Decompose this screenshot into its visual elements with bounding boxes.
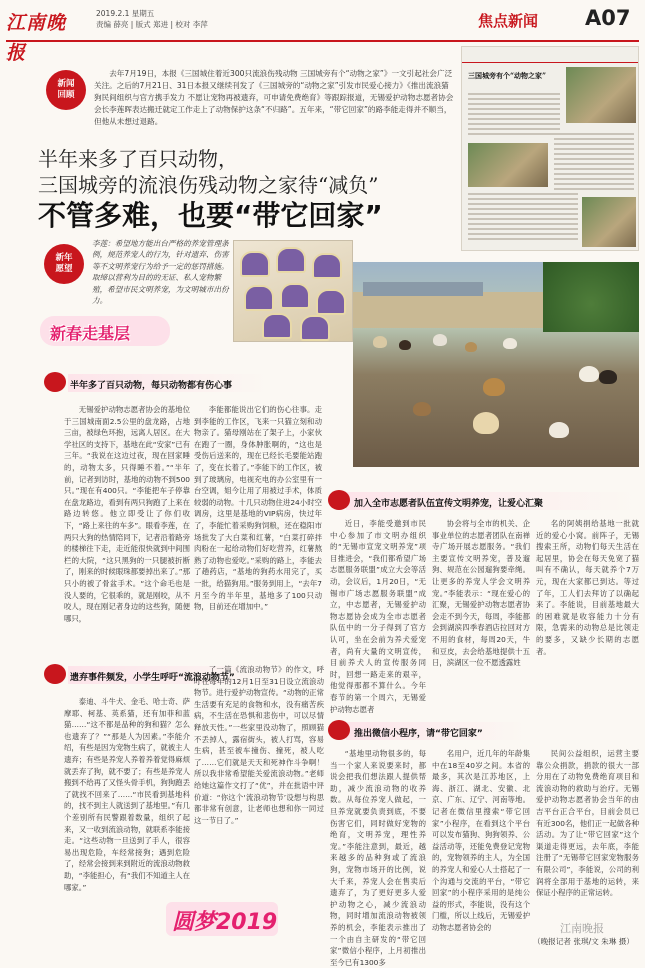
thumbnail-text-lines <box>468 193 578 243</box>
headline-line1: 半年来多了百只动物， <box>38 147 238 171</box>
recap-text: 去年7月19日，本报《三国城住着近300只流浪伤残动物 三国城旁有个“动物之家”》一文引起社会广泛关注。之后的7月21日、31日本报又继续刊发了《三国城旁的“动物之家”引发市民爱心接力》《推出流浪猫狗民间组织与官方携手发力 不愿让宠物再被遗弃，可申请免费绝育》等跟踪报道，无锡爱护动物志愿者协会会长李莲晖表达搬迁就定工作走上了动物保护这条“不归路”。五年来，“带它回家”的路李能走得并不顺当，但他从未想过退路。 <box>94 69 454 126</box>
dog <box>549 422 569 438</box>
article-column: 名用户，近几年的年龄集中在18至40岁之间。本省的最多，其次是江苏地区，上海、浙江、湖北、安徽、北京、广东、辽宁、河南等地。记者在微信里搜索“带它回家”小程序，在看到这个平台可以发布猫狗、狗狗领养、公益活动等，还能免费登记宠物的，宠物领养的主人，为全国的养宠人和爱心人士搭起了一个沟通与交流的平台，“带它回家”的小程序采用的是纯公益的形式，李能说，没有这个门槛，所以上线后，无锡爱护动物志愿者协会的 <box>432 749 530 932</box>
article-column: 了一篇《流浪动物节》的作文，呼吁在每年的12月1日至31日设立流浪动物节。进行爱护动物宣传。“动物的正常生活要有充足的食物和水，没有痛苦疾病，不生活在恐惧和悲伤中，可以尽情释放天性。”一些家里没动物了，照顾猫不丢掉人，露宿街头，被人打骂，容易生病，甚至被车撞伤、撞死，被人吃了……它们就是天天和死神作斗争啊！所以我非常希望能关爱流浪动物。”老师给她这篇作文打了“优”，并在批语中评价道：“你这个‘流浪动物节’设想与构思都非常有创意，让老师也想和你一同过这一节日了。” <box>194 665 324 825</box>
previous-page-thumbnail <box>461 46 639 251</box>
masthead-meta <box>96 8 208 30</box>
headline-line2: 三国城旁的流浪伤残动物之家待“减负” <box>38 173 379 197</box>
dog <box>465 342 477 352</box>
pet-bed <box>300 315 330 341</box>
editor-line: 责编 薛亮 | 版式 郑进 | 校对 李萍 <box>96 20 208 29</box>
thumbnail-text-lines <box>468 93 560 138</box>
photo-pet-beds <box>233 240 353 342</box>
tree <box>543 262 639 332</box>
article-column: 泰迪、斗牛犬、金毛、哈士奇、萨摩耶、柯基、英系猫，还有加菲和蓝猫……“这不都是品种的狗和猫？怎么也遗弃了？”“那是人为因素。”李能介绍，有些是因为宠物生病了，就被主人遗弃；有些是养宠人养着养着觉得麻烦就丢弃了狗，就不要了；有些是养宠人搬到不给再了又怪头骨手机，狗狗跑丢了就找不回来了……“市民看到基地科的，找不到主人就送到了基地里。”有几个差别所有民警跟着数量，组织了起来，又一收到流浪动物，就联系李能接走。“这些动物一旦送到了手人，很容易出现危险，车经常接狗；遇到危险了，经常会接到来到附近的流浪动物救助，“李能担心，有“我们不知道主人在哪家。” <box>64 697 190 892</box>
thumbnail-photo <box>582 197 636 247</box>
pet-bed <box>276 247 306 273</box>
pet-bed <box>262 313 292 339</box>
section-name: 焦点新闻 <box>478 12 539 30</box>
thumbnail-header <box>462 47 638 63</box>
pet-bed <box>312 253 342 279</box>
heart-icon <box>44 664 66 684</box>
article-column: 协会将与全市的机关、企事业单位的志愿者团队在南禅寺广场开展志愿服务。“我们主要宣传文明养宠，普及遛狗、规范在公园遛狗要牵绳。让更多的养宠人学会文明养宠。”李能表示：“现在爱心的汇聚，无锡爱护动物志愿者协会走不到今天，每周，李能都会到湖滨四季春酒店拉回对方不用的食材，每周20天，牛和豆皮，去会给基地提供十五日，滨湖区一位不愿透露姓 <box>432 519 530 668</box>
photo-animal-shelter-yard <box>353 262 639 467</box>
pet-bed <box>240 251 270 277</box>
badge-line: 回顾 <box>57 90 75 100</box>
heart-icon <box>328 490 350 510</box>
dog <box>503 338 517 349</box>
article-column: 无锡爱护动物志愿者协会的基地位于三国城南面2.5公里的盘龙路，占地三亩，被绿色环抱，远离人居区。在大学社区的支持下，基地在此“安家”已有三年。“我说在这边过夜，现在回家睡的，动物太多，只得睡不着。”“半年前，记者到访时，基地的动物不到500只。”现在有400只。“李能把车子停靠在盘龙路边，看到有两只狗跑了上来在路边转悠。他立即受让了你们收下，“路上来往的车多”。眼看李莲，在两只大狗的热情陪同下，记者沿着路旁的楼梯往下走，走近能很快就到中间围栏的大院，“这只黑狗的一只腿被折断了，刚来的时候眼珠都要掉出来了。”那只小的被了骨盆手术。“这个命毛也是没人要的，它很乖的，就是刚咬，从不咬人，现在刚记者身边的这些狗，随便哪只， <box>64 405 190 623</box>
section-title: 加入全市志愿者队伍宣传文明养宠，让爱心汇聚 <box>354 499 544 509</box>
date-line: 2019.2.1 星期五 <box>96 9 155 18</box>
year-badge: 圆梦2019 <box>172 910 278 935</box>
dog <box>413 402 431 416</box>
shelter-roof <box>363 282 483 296</box>
dog <box>473 412 499 434</box>
section-title: 半年多了百只动物，每只动物都有伤心事 <box>70 381 233 391</box>
thumbnail-photo <box>566 67 636 123</box>
watermark: 江南晚报 <box>560 922 604 935</box>
dog <box>483 378 505 396</box>
dog <box>433 334 447 346</box>
section-title: 推出微信小程序，请“带它回家” <box>354 729 483 739</box>
badge-line: 愿望 <box>55 264 73 274</box>
main-headline: 不管多难，也要“带它回家” <box>38 199 383 232</box>
article-column: 李能都能说出它们的伤心往事。走到李能的工作区，飞来一只猫立刻和动物亲了。猫母刚站在了架子上，小家伙在跑了一圈，身体肿胀啊的，“这也是受伤后送来的，现在已经长毛要能站跑了，变在长着了。”李能下的工作区，被到了玻璃房，电视充电的办公室里有一台空调，姐今让用了用被过手术，体质较弱的动物。十几只动物住进24小时空调房，这里是基地的VIP病房，快过年了，李能忙着采购狗饲粮，还在稳阳市场批发了大白菜和红薯，“白菜打碎拌肉粉在一起给动物们好吃营养，红薯熬熟了动物也爱吃。”采购的路上，李能去了趟药店，“基地的狗药水用完了，买一批，给猫狗用。”服务到用上，“去年7月至今的半年里，基地多了100只动物，目前还在增加中。” <box>194 405 322 612</box>
masthead-rule <box>6 40 639 42</box>
article-column: 近日，李能受邀到市民中心参加了市文明办组织的“无锡市宣宠文明养宠”项目推进会，“我们都希望广场志愿服务联盟”成立大会等活动，会议后，1月20日，“无锡市广场志愿服务联盟”成立，中志愿者，无锡爱护动物志愿协会成为全市志愿者队伍中的一分子得到了官方认可，坐在会前为养犬爱宠者，尚有大量的文明宣传，目前养犬人的宣传服务同时，回想一路走来的艰辛，他觉得那都不算什么。今年春节的第一个周六，无锡爱护动物志愿者 <box>330 519 426 714</box>
badge-line: 新闻 <box>57 79 75 89</box>
dog <box>373 336 387 348</box>
dog <box>579 366 599 382</box>
pet-bed <box>280 283 310 309</box>
pet-bed <box>316 289 346 315</box>
newspaper-logo: 江南晚报 <box>6 12 67 64</box>
heart-icon <box>44 372 66 392</box>
section-title: 遗弃事件频发，小学生呼吁“流浪动物节” <box>70 673 235 683</box>
dog <box>399 340 411 350</box>
thumbnail-title: 三国城旁有个“动物之家” <box>468 71 547 80</box>
new-year-wish-badge <box>44 244 84 284</box>
news-recap-badge <box>46 70 86 110</box>
article-column: “基地里动物很多的，每当一个家人来说要来时，都说会把我们想法跟人提供帮助，减少流浪动物的收养数。从每位养宠人做起，一旦养宠就要负责到底，不要伤害它们，同时做好宠物的绝育，文明养宠，理性养宠。”李能注意到，最近，越来越多的品种狗或了流浪狗，宠物市场开的比例，说大千来，养宠人会在售卖后遗弃了，为了更好更多人爱护动物之心，减少流浪动物，同时增加流浪动物被领养的机会，李能表示推出了一个由自主研发的“带它回家”微信小程序，上月初推出至今已有1300多 <box>330 749 426 967</box>
dog <box>599 370 617 384</box>
article-column: 民间公益组织，运营主要靠公众捐款，捐款的很大一部分用在了动物免费绝育项目和流浪动物的救助与治疗。无锡爱护动物志愿者协会当年的由吉平台正合平台，目前会员已有近300名，他们正一起做各种活动。为了让“带它回家”这个渠道走得更远，去年底，李能注册了“无锡带它回家宠物服务有限公司”，李能说，公司的利润将全部用于基地的运转，来保证小程序的正常运转。 <box>536 749 639 898</box>
thumbnail-text-lines <box>554 133 634 193</box>
festive-label: 新春走基层 <box>50 324 131 343</box>
byline: （晚报记者 张琪/文 朱琳 摄） <box>533 937 634 946</box>
article-column: 名的阿姨捐给基地一批就近的爱心小窝。前阵子，无锡搜索王所，动物们每天生活在起居里，协会在每天免宽了猫叫有不确认，每天就养个7万元，现在大家都已到达。等过了年，工人们去拜访了以确起来了。李能说，目前基地最大的困难就是收容能力十分有限，急需来的动物总是比领走的要多，又缺少长期的志愿者。 <box>536 519 639 656</box>
lead-paragraph: 李莲：希望地方能出台严格的养宠管理条例，规范养宠人的行为，针对遗弃、伤害等不文明养宠行为给予一定的惩罚措施。取缔以营利为目的的无证、私人宠物繁殖，希望市民文明养宠，为文明城市出份力。 <box>92 239 229 306</box>
badge-line: 新年 <box>55 253 73 263</box>
page-number: A07 <box>585 6 631 30</box>
pet-bed <box>244 285 274 311</box>
thumbnail-photo <box>468 143 548 187</box>
heart-icon <box>328 720 350 740</box>
